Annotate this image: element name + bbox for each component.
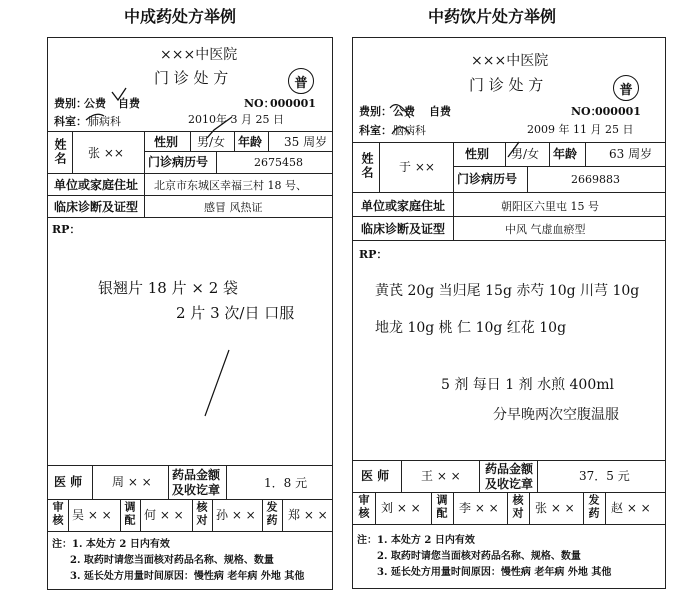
right-rx-line1: 黄芪 20g 当归尾 15g 赤芍 10g 川芎 10g <box>375 283 640 299</box>
right-doctor-value: 王 × × <box>421 469 461 483</box>
right-drug-amount-value: 37．5 元 <box>579 469 630 483</box>
left-gender-value: 男/女 <box>197 135 226 149</box>
left-fee-self: 自费 <box>118 97 140 110</box>
right-gender-label: 性别 <box>465 147 490 161</box>
right-dispense-value: 李 × × <box>459 501 499 515</box>
left-note-3: 3. 延长处方用量时间原因：慢性病 老年病 外地 其他 <box>70 571 305 582</box>
left-no-label: NO： <box>244 97 275 110</box>
right-rx-line3: 5 剂 每日 1 剂 水煎 400ml <box>441 377 614 393</box>
right-dispense-label: 调配 <box>435 494 448 520</box>
left-heading: 中成药处方举例 <box>124 7 237 26</box>
right-check-value: 张 × × <box>535 501 575 515</box>
left-issue-value: 郑 × × <box>288 508 328 522</box>
right-dept-value: 脑病科 <box>393 124 426 137</box>
right-prescription-form <box>352 37 666 589</box>
right-date: 2009 年 11 月 25 日 <box>527 123 634 136</box>
left-age-label: 年龄 <box>238 135 263 149</box>
right-check-label: 核对 <box>511 494 524 520</box>
left-review-label: 审核 <box>51 501 64 527</box>
right-hospital-name: ×××中医院 <box>471 53 549 69</box>
left-prescription-form <box>47 37 333 590</box>
right-note-1: 注：1. 本处方 2 日内有效 <box>357 535 475 546</box>
left-date: 2010年 3 月 25 日 <box>188 113 284 126</box>
right-heading: 中药饮片处方举例 <box>428 7 557 26</box>
left-drug-amount-label-2: 及收讫章 <box>172 483 221 497</box>
right-diagnosis-label: 临床诊断及证型 <box>361 222 446 236</box>
left-note-1: 注：1. 本处方 2 日内有效 <box>52 539 170 550</box>
left-dept-label: 科室： <box>54 115 87 128</box>
left-check-label: 核对 <box>195 501 208 527</box>
left-drug-amount-value: 1．8 元 <box>264 476 308 490</box>
left-diagnosis-label: 临床诊断及证型 <box>54 200 139 214</box>
right-rp-label: RP： <box>359 248 388 261</box>
left-address-label: 单位或家庭住址 <box>54 178 139 192</box>
left-gender-label: 性别 <box>154 135 179 149</box>
left-name-label: 姓名 <box>53 138 67 166</box>
right-dept-label: 科室： <box>359 124 392 137</box>
right-name-value: 于 ×× <box>399 160 435 174</box>
right-issue-value: 赵 × × <box>611 501 651 515</box>
left-no-value: 000001 <box>270 97 316 110</box>
right-fee-self: 自费 <box>429 105 451 118</box>
right-address-value: 朝阳区六里屯 15 号 <box>501 200 599 213</box>
right-name-label: 姓名 <box>360 152 374 180</box>
left-dispense-value: 何 × × <box>144 508 184 522</box>
left-rx-line1: 银翘片 18 片 × 2 袋 <box>98 279 239 297</box>
right-no-label: NO： <box>571 105 602 118</box>
right-record-label: 门诊病历号 <box>457 172 518 186</box>
left-record-value: 2675458 <box>254 156 303 169</box>
right-age-label: 年龄 <box>553 147 578 161</box>
left-rp-label: RP： <box>52 223 81 236</box>
left-note-2: 2. 取药时请您当面核对药品名称、规格、数量 <box>70 555 274 566</box>
left-form-title: 门 诊 处 方 <box>154 69 229 87</box>
right-fee-label: 费别： <box>359 105 392 118</box>
left-fee-label: 费别： <box>54 97 87 110</box>
right-address-label: 单位或家庭住址 <box>361 199 446 213</box>
left-rx-line2: 2 片 3 次/日 口服 <box>176 304 295 322</box>
right-doctor-label: 医 师 <box>361 469 390 483</box>
right-review-label: 审核 <box>357 494 370 520</box>
right-form-title: 门 诊 处 方 <box>469 76 544 94</box>
right-fee-public: 公费 <box>393 105 415 118</box>
right-age-value: 63 周岁 <box>609 147 653 161</box>
left-diagnosis-value: 感冒 风热证 <box>204 201 263 214</box>
right-review-value: 刘 × × <box>381 501 421 515</box>
right-gender-value: 男/女 <box>511 147 540 161</box>
left-age-value: 35 周岁 <box>284 135 328 149</box>
left-doctor-label: 医 师 <box>54 475 83 489</box>
right-issue-label: 发药 <box>587 494 600 520</box>
left-doctor-value: 周 × × <box>112 475 152 489</box>
left-issue-label: 发药 <box>265 501 278 527</box>
left-check-value: 孙 × × <box>216 508 256 522</box>
left-drug-amount-label-1: 药品金额 <box>172 468 221 482</box>
right-rx-line2: 地龙 10g 桃 仁 10g 红花 10g <box>375 320 567 336</box>
left-record-label: 门诊病历号 <box>148 155 209 169</box>
left-name-value: 张 ×× <box>88 146 124 160</box>
right-diagnosis-value: 中风 气虚血瘀型 <box>505 223 586 236</box>
left-dept-value: 肺病科 <box>88 115 121 128</box>
left-dispense-label: 调配 <box>123 501 136 527</box>
left-review-value: 吴 × × <box>72 508 112 522</box>
right-note-2: 2. 取药时请您当面核对药品名称、规格、数量 <box>377 551 581 562</box>
right-drug-amount-label-2: 及收讫章 <box>485 477 534 491</box>
right-record-value: 2669883 <box>571 173 620 186</box>
right-category-mark: 普 <box>613 75 639 101</box>
left-category-mark: 普 <box>288 68 314 94</box>
right-note-3: 3. 延长处方用量时间原因：慢性病 老年病 外地 其他 <box>377 567 612 578</box>
right-rx-line4: 分早晚两次空腹温服 <box>493 407 619 423</box>
right-no-value: 000001 <box>595 105 641 118</box>
right-drug-amount-label-1: 药品金额 <box>485 462 534 476</box>
left-fee-public: 公费 <box>84 97 106 110</box>
left-hospital-name: ×××中医院 <box>160 47 238 63</box>
left-address-value: 北京市东城区幸福三村 18 号、 <box>154 179 307 192</box>
